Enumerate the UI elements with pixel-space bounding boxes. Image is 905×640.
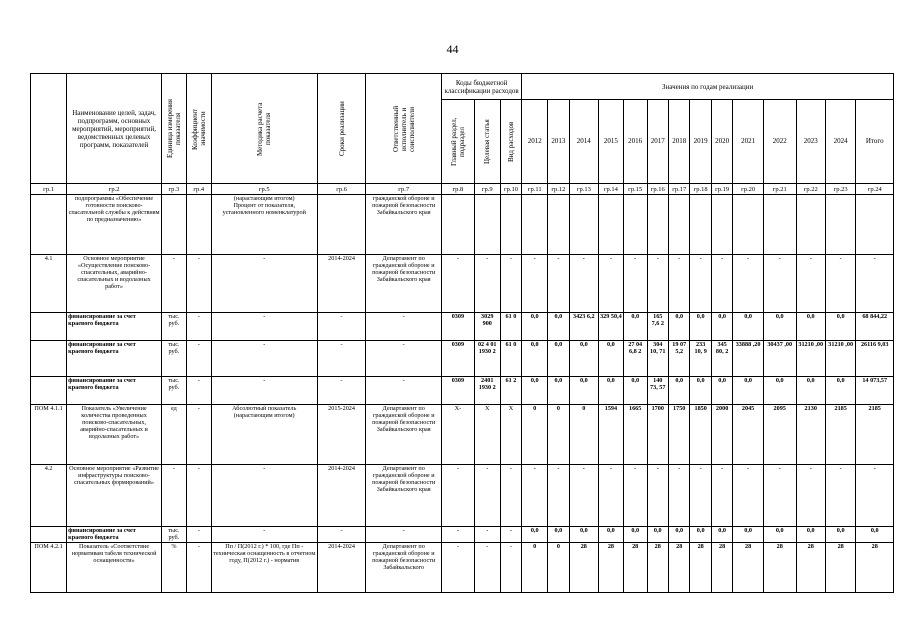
table-cell: 61 0 <box>500 341 521 377</box>
table-cell: 0,0 <box>733 377 763 405</box>
column-number: гр.14 <box>598 184 623 195</box>
table-cell: Департамент по гражданской обороне и пожарной безопасности Забайкальского края <box>366 255 442 313</box>
table-cell: 1700 <box>647 405 668 465</box>
year-header: 2017 <box>647 100 668 184</box>
table-cell: 28 <box>825 543 855 593</box>
table-cell: ПОМ 4.1.1 <box>31 405 67 465</box>
column-number: гр.3 <box>161 184 186 195</box>
column-number: гр.8 <box>442 184 475 195</box>
table-cell: - <box>569 255 598 313</box>
table-cell: 2095 <box>763 405 796 465</box>
column-number: гр.1 <box>31 184 67 195</box>
table-cell: Х <box>474 405 500 465</box>
table-cell: тыс. руб. <box>161 377 186 405</box>
table-cell: 28 <box>763 543 796 593</box>
column-number: гр.2 <box>67 184 162 195</box>
table-cell <box>442 195 475 255</box>
table-cell: 0,0 <box>733 313 763 341</box>
year-header: 2014 <box>569 100 598 184</box>
table-cell: 0,0 <box>522 527 548 543</box>
table-cell: 0,0 <box>598 377 623 405</box>
row-name-cell: финансирование за счет краевого бюджета <box>67 527 162 543</box>
table-cell: - <box>763 255 796 313</box>
table-cell <box>474 195 500 255</box>
row-name-cell: финансирование за счет краевого бюджета <box>67 341 162 377</box>
table-cell: 19 07 5,2 <box>668 341 689 377</box>
table-cell: - <box>522 255 548 313</box>
column-number: гр.13 <box>569 184 598 195</box>
year-header: 2019 <box>690 100 711 184</box>
table-cell: 329 50,4 <box>598 313 623 341</box>
table-cell: 0,0 <box>733 527 763 543</box>
table-cell: ед <box>161 405 186 465</box>
table-cell: 0 <box>548 543 569 593</box>
table-cell: 31210 ,00 <box>796 341 825 377</box>
financing-row <box>31 313 894 341</box>
table-cell: 2401 1930 2 <box>474 377 500 405</box>
table-cell: 0,0 <box>668 377 689 405</box>
table-cell: - <box>647 465 668 527</box>
table-cell: - <box>211 465 317 527</box>
table-cell: 304 10, 71 <box>647 341 668 377</box>
table-cell <box>623 195 647 255</box>
table-cell: - <box>186 377 211 405</box>
table-cell: 0,0 <box>522 313 548 341</box>
table-cell: - <box>733 465 763 527</box>
table-cell: - <box>856 465 894 527</box>
row-name-cell: Показатель «Увеличение количества проведенных поисково-спасательных, аварийно-спасательных и водолазных работ» <box>67 405 162 465</box>
table-cell <box>31 195 67 255</box>
table-cell: - <box>500 527 521 543</box>
table-cell: 0,0 <box>690 527 711 543</box>
column-number: гр.20 <box>733 184 763 195</box>
table-cell: Департамент по гражданской обороне и пожарной безопасности Забайкальского края <box>366 405 442 465</box>
page-number: 44 <box>446 42 459 56</box>
table-cell: 2045 <box>733 405 763 465</box>
table-cell <box>31 313 67 341</box>
table-cell: - <box>442 255 475 313</box>
table-cell: - <box>211 341 317 377</box>
year-header: 2015 <box>598 100 623 184</box>
table-cell: 2014-2024 <box>317 543 366 593</box>
table-cell: - <box>317 377 366 405</box>
table-cell: 28 <box>711 543 732 593</box>
table-cell: гражданской обороне и пожарной безопасности Забайкальского края <box>366 195 442 255</box>
row-name-cell: финансирование за счет краевого бюджета <box>67 313 162 341</box>
table-cell: 0,0 <box>690 377 711 405</box>
table-cell: - <box>500 255 521 313</box>
table-cell: 28 <box>569 543 598 593</box>
table-cell: - <box>796 255 825 313</box>
table-cell: 0309 <box>442 313 475 341</box>
table-cell <box>31 527 67 543</box>
table-cell: 0,0 <box>623 313 647 341</box>
table-cell: 0,0 <box>825 527 855 543</box>
header-period: Сроки реализации <box>337 101 346 156</box>
table-cell: - <box>668 465 689 527</box>
table-cell: 0,0 <box>711 527 732 543</box>
table-cell: 0 <box>522 543 548 593</box>
table-row <box>31 543 894 593</box>
table-cell: 0309 <box>442 377 475 405</box>
table-cell: - <box>548 255 569 313</box>
table-cell: 68 844,22 <box>856 313 894 341</box>
table-cell: 0,0 <box>548 341 569 377</box>
table-cell: 2014-2024 <box>317 465 366 527</box>
table-cell: 0,0 <box>569 377 598 405</box>
header-unit: Единица измерения показателя <box>165 99 182 158</box>
year-header: 2020 <box>711 100 732 184</box>
table-cell: 0,0 <box>522 377 548 405</box>
table-cell: - <box>569 465 598 527</box>
table-cell <box>31 341 67 377</box>
table-cell <box>668 195 689 255</box>
table-cell: - <box>690 465 711 527</box>
header-method: Методика расчета показателя <box>256 101 273 156</box>
table-cell: - <box>366 341 442 377</box>
table-cell: 0,0 <box>796 313 825 341</box>
table-cell: - <box>763 465 796 527</box>
header-section: Главный раздел, подраздел <box>449 117 466 166</box>
table-cell: ПОМ 4.2.1 <box>31 543 67 593</box>
table-cell: - <box>623 255 647 313</box>
row-name-cell: Показатель «Соответствие нормативам табеля технической оснащенности» <box>67 543 162 593</box>
table-cell: 345 80, 2 <box>711 341 732 377</box>
header-name: Наименование целей, задач, подпрограмм, основных мероприятий, мероприятий, ведомственных целевых программ, показателей <box>67 74 162 184</box>
table-cell: Департамент по гражданской обороне и пожарной безопасности Забайкальского <box>366 543 442 593</box>
header-coef: Коэффициент значимости <box>190 107 207 150</box>
table-cell: - <box>211 527 317 543</box>
column-number: гр.16 <box>647 184 668 195</box>
year-header: 2018 <box>668 100 689 184</box>
table-cell: - <box>522 465 548 527</box>
table-cell: 0,0 <box>569 527 598 543</box>
column-number: гр.21 <box>763 184 796 195</box>
table-row <box>31 255 894 313</box>
table-cell <box>690 195 711 255</box>
table-cell: 233 10, 9 <box>690 341 711 377</box>
table-cell: 02 4 01 1930 2 <box>474 341 500 377</box>
table-cell: 0,0 <box>690 313 711 341</box>
table-cell: - <box>474 255 500 313</box>
table-cell: 2185 <box>825 405 855 465</box>
table-cell: 1750 <box>668 405 689 465</box>
year-header: 2013 <box>548 100 569 184</box>
table-cell: 1850 <box>690 405 711 465</box>
table-cell: - <box>474 527 500 543</box>
table-cell: 33888 ,20 <box>733 341 763 377</box>
table-cell: - <box>825 465 855 527</box>
table-cell: 165 7,6 2 <box>647 313 668 341</box>
table-cell: - <box>711 255 732 313</box>
table-cell: - <box>317 527 366 543</box>
table-cell: 28 <box>668 543 689 593</box>
table-cell: 0,0 <box>668 313 689 341</box>
table-cell <box>825 195 855 255</box>
table-cell: 28 <box>856 543 894 593</box>
table-cell: - <box>598 255 623 313</box>
table-cell: - <box>825 255 855 313</box>
table-cell: (нарастающим итогом) Процент от показателя, установленного номенклатурой <box>211 195 317 255</box>
table-cell: - <box>500 543 521 593</box>
table-cell <box>500 195 521 255</box>
table-cell: 31210 ,00 <box>825 341 855 377</box>
column-number: гр.23 <box>825 184 855 195</box>
table-cell: - <box>366 313 442 341</box>
header-expense-type: Вид расходов <box>506 121 515 162</box>
table-cell: 140 73, 57 <box>647 377 668 405</box>
financing-row <box>31 341 894 377</box>
financing-row <box>31 377 894 405</box>
column-number: гр.10 <box>500 184 521 195</box>
table-cell: 3423 6,2 <box>569 313 598 341</box>
table-cell: 0,0 <box>856 527 894 543</box>
table-cell: - <box>186 255 211 313</box>
table-cell: 0,0 <box>796 377 825 405</box>
table-cell: 61 2 <box>500 377 521 405</box>
program-table <box>30 73 894 593</box>
column-number: гр.7 <box>366 184 442 195</box>
table-cell: Х <box>500 405 521 465</box>
column-number: гр.24 <box>856 184 894 195</box>
table-cell: - <box>500 465 521 527</box>
table-cell: 0 <box>522 405 548 465</box>
table-cell: 28 <box>623 543 647 593</box>
table-cell: 3029 900 <box>474 313 500 341</box>
row-name-cell: финансирование за счет краевого бюджета <box>67 377 162 405</box>
table-cell: - <box>442 465 475 527</box>
row-name-cell: Основное мероприятие «Осуществление поисково-спасательных, аварийно-спасательных и водолазных работ» <box>67 255 162 313</box>
table-cell: 0,0 <box>825 377 855 405</box>
table-cell: 0,0 <box>825 313 855 341</box>
table-cell: 28 <box>733 543 763 593</box>
table-cell: 26116 9,03 <box>856 341 894 377</box>
row-name-cell: подпрограммы «Обеспечение готовности поисково-спасательной службы к действиям по предназначению» <box>67 195 162 255</box>
table-cell: 28 <box>796 543 825 593</box>
table-cell: - <box>548 465 569 527</box>
table-cell: Департамент по гражданской обороне и пожарной безопасности Забайкальского края <box>366 465 442 527</box>
year-header: 2023 <box>796 100 825 184</box>
year-header: 2024 <box>825 100 855 184</box>
table-cell: 0,0 <box>763 527 796 543</box>
header-values-by-year: Значения по годам реализации <box>522 74 894 100</box>
table-cell <box>317 195 366 255</box>
table-cell: 0 <box>548 405 569 465</box>
header-article: Целевая статья <box>483 119 492 164</box>
table-cell: - <box>668 255 689 313</box>
table-cell: тыс. руб. <box>161 527 186 543</box>
column-number: гр.6 <box>317 184 366 195</box>
table-cell: 0,0 <box>522 341 548 377</box>
table-cell: - <box>186 527 211 543</box>
table-cell: 28 <box>598 543 623 593</box>
table-cell: - <box>317 341 366 377</box>
row-name-cell: Основное мероприятие «Развитие инфраструктуры поисково-спасательных формирований» <box>67 465 162 527</box>
table-row <box>31 195 894 255</box>
table-cell <box>569 195 598 255</box>
table-cell: - <box>647 255 668 313</box>
table-cell: 61 0 <box>500 313 521 341</box>
table-cell: Х- <box>442 405 475 465</box>
table-cell: - <box>623 465 647 527</box>
year-header: Итого <box>856 100 894 184</box>
table-cell: 0,0 <box>623 377 647 405</box>
column-number: гр.18 <box>690 184 711 195</box>
table-cell <box>31 377 67 405</box>
column-number: гр.22 <box>796 184 825 195</box>
table-cell: 2185 <box>856 405 894 465</box>
table-cell: - <box>474 543 500 593</box>
table-cell: 0,0 <box>598 527 623 543</box>
column-number: гр.4 <box>186 184 211 195</box>
table-cell: - <box>366 527 442 543</box>
table-cell <box>548 195 569 255</box>
table-cell <box>161 195 186 255</box>
table-cell: 28 <box>647 543 668 593</box>
header-spacer <box>31 74 67 184</box>
table-cell: 0,0 <box>598 341 623 377</box>
table-cell: 0,0 <box>796 527 825 543</box>
table-cell: - <box>796 465 825 527</box>
table-cell: 4.1 <box>31 255 67 313</box>
column-number: гр.19 <box>711 184 732 195</box>
table-cell: - <box>211 255 317 313</box>
table-cell: 0,0 <box>711 313 732 341</box>
column-number: гр.9 <box>474 184 500 195</box>
table-cell <box>522 195 548 255</box>
column-number: гр.15 <box>623 184 647 195</box>
table-cell: 30437 ,00 <box>763 341 796 377</box>
table-cell: Абсолютный показатель (нарастающим итогом) <box>211 405 317 465</box>
table-cell: 0,0 <box>668 527 689 543</box>
table-cell: 1665 <box>623 405 647 465</box>
table-cell: 28 <box>690 543 711 593</box>
year-header: 2016 <box>623 100 647 184</box>
column-number: гр.12 <box>548 184 569 195</box>
table-cell: 0,0 <box>548 527 569 543</box>
column-number-row <box>31 184 894 195</box>
table-cell: 0,0 <box>711 377 732 405</box>
table-cell <box>647 195 668 255</box>
table-cell: - <box>711 465 732 527</box>
table-cell: 0,0 <box>548 313 569 341</box>
header-responsible: Ответственный исполнитель и соисполнители <box>391 105 416 152</box>
year-header: 2022 <box>763 100 796 184</box>
table-cell <box>598 195 623 255</box>
table-cell: - <box>211 377 317 405</box>
table-cell: - <box>366 377 442 405</box>
table-cell: - <box>186 341 211 377</box>
column-number: гр.5 <box>211 184 317 195</box>
table-cell: 0,0 <box>763 377 796 405</box>
table-cell: - <box>186 405 211 465</box>
table-cell: Пп / П(2012 г.) * 100, где Пп - техническая оснащенность в отчетном году, П(2012 г.) - норматив <box>211 543 317 593</box>
table-cell: % <box>161 543 186 593</box>
table-cell: тыс. руб. <box>161 313 186 341</box>
table-cell: 0,0 <box>623 527 647 543</box>
table-cell <box>856 195 894 255</box>
table-cell: - <box>690 255 711 313</box>
table-cell: 0,0 <box>763 313 796 341</box>
table-cell: 0,0 <box>647 527 668 543</box>
table-cell: - <box>161 465 186 527</box>
table-cell: 2015-2024 <box>317 405 366 465</box>
table-cell <box>733 195 763 255</box>
table-cell: 0 <box>569 405 598 465</box>
table-row <box>31 405 894 465</box>
table-cell: 2130 <box>796 405 825 465</box>
table-cell: 0309 <box>442 341 475 377</box>
table-cell: 2014-2024 <box>317 255 366 313</box>
table-cell: - <box>733 255 763 313</box>
table-cell <box>711 195 732 255</box>
table-cell: 0,0 <box>548 377 569 405</box>
table-cell: - <box>442 543 475 593</box>
table-cell: 2000 <box>711 405 732 465</box>
table-cell: - <box>161 255 186 313</box>
table-cell: - <box>856 255 894 313</box>
table-cell: - <box>211 313 317 341</box>
table-cell <box>796 195 825 255</box>
table-cell: - <box>442 527 475 543</box>
table-cell: 4.2 <box>31 465 67 527</box>
table-cell: тыс. руб. <box>161 341 186 377</box>
table-cell <box>186 195 211 255</box>
year-header: 2021 <box>733 100 763 184</box>
table-cell: - <box>598 465 623 527</box>
column-number: гр.17 <box>668 184 689 195</box>
table-cell: - <box>474 465 500 527</box>
table-cell: 0,0 <box>569 341 598 377</box>
table-cell: 14 073,57 <box>856 377 894 405</box>
table-cell: - <box>186 313 211 341</box>
table-cell: - <box>186 543 211 593</box>
table-cell <box>763 195 796 255</box>
table-cell: - <box>186 465 211 527</box>
table-cell: - <box>317 313 366 341</box>
table-row <box>31 465 894 527</box>
header-budget-codes: Коды бюджетной классификации расходов <box>442 74 522 100</box>
table-cell: 1594 <box>598 405 623 465</box>
column-number: гр.11 <box>522 184 548 195</box>
table-cell: 27 04 6,8 2 <box>623 341 647 377</box>
financing-row <box>31 527 894 543</box>
year-header: 2012 <box>522 100 548 184</box>
